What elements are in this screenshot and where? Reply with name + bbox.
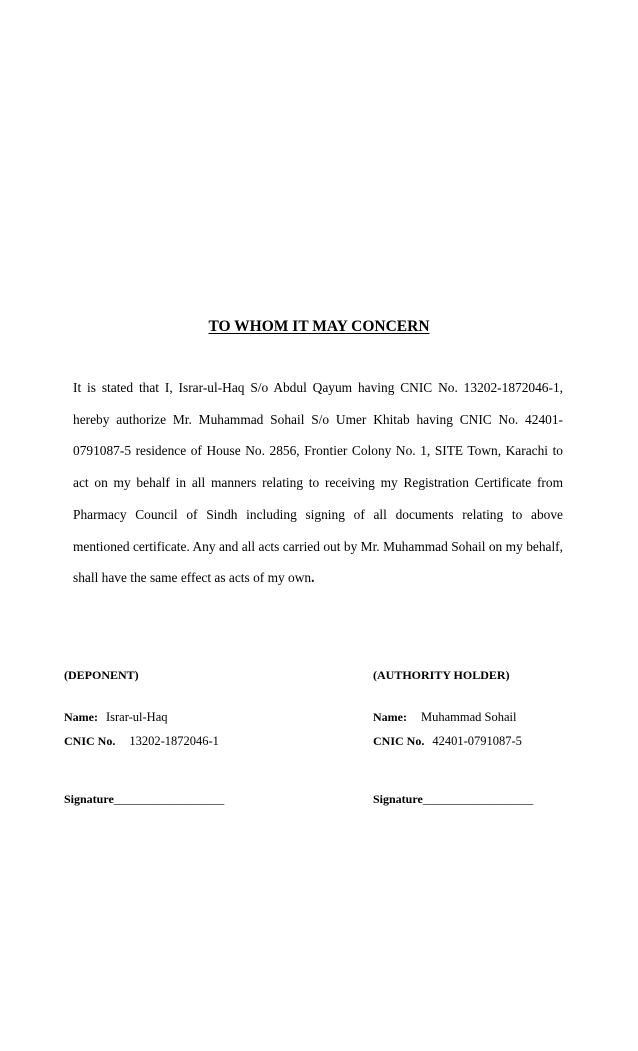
authority-holder-cnic-label: CNIC No.	[373, 734, 425, 748]
authorization-text: It is stated that I, Israr-ul-Haq S/o Abdul Qayum having CNIC No. 13202-1872046-1, hereby authorize Mr. Muhammad Sohail S/o Umer Khitab having CNIC No. 42401-0791087-5 residence of House No. 2856, Frontier Colony No. 1, SITE Town, Karachi to act on my behalf in all manners relating to receiving my Registration Certificate from Pharmacy Council of Sindh including signing of all documents relating to above mentioned certificate. Any and all acts carried out by Mr. Muhammad Sohail on my behalf, shall have the same effect as acts of my own	[73, 380, 563, 586]
document-title: TO WHOM IT MAY CONCERN	[208, 318, 430, 335]
deponent-heading: (DEPONENT)	[64, 668, 139, 682]
authority-holder-cnic-row	[373, 734, 522, 749]
authority-holder-name-label: Name:	[373, 710, 407, 724]
deponent-cnic-label: CNIC No.	[64, 734, 116, 748]
deponent-cnic-value: 13202-1872046-1	[129, 734, 219, 748]
deponent-name-value: Israr-ul-Haq	[105, 710, 168, 724]
authority-holder-heading: (AUTHORITY HOLDER)	[373, 668, 510, 682]
authority-holder-name-value: Muhammad Sohail	[420, 710, 517, 724]
authorization-paragraph	[73, 372, 563, 594]
deponent-signature-row	[64, 792, 224, 807]
deponent-name-row	[64, 710, 168, 725]
deponent-name-label: Name:	[64, 710, 98, 724]
authorization-end-period: .	[311, 570, 315, 586]
authority-holder-signature-row	[373, 792, 533, 807]
deponent-cnic-row	[64, 734, 219, 749]
authority-holder-signature-label: Signature	[373, 792, 423, 806]
authority-holder-name-row	[373, 710, 516, 725]
authority-holder-cnic-value: 42401-0791087-5	[432, 734, 522, 748]
deponent-signature-line: ____________________	[113, 792, 224, 806]
deponent-signature-label: Signature	[64, 792, 114, 806]
authority-holder-signature-line: ____________________	[422, 792, 533, 806]
